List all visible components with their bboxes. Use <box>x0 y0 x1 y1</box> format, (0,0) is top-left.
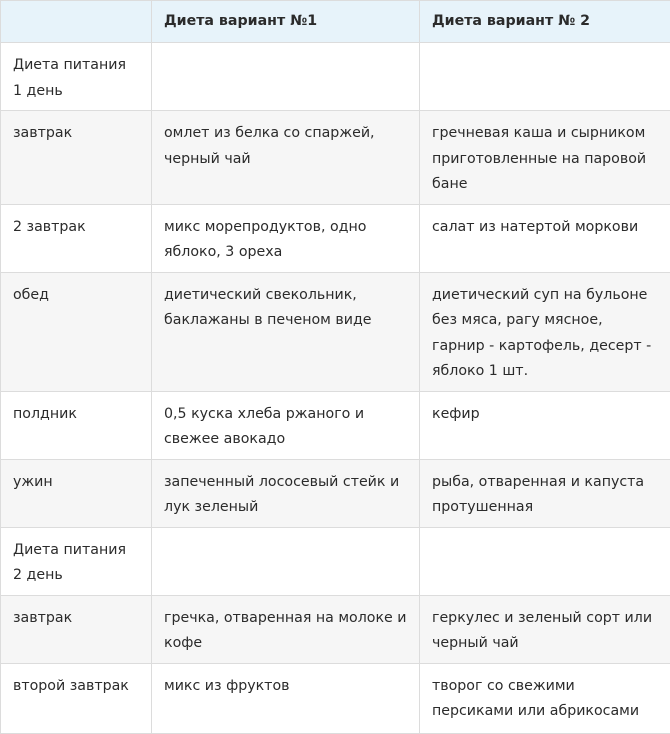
table-body <box>1 43 670 734</box>
table-row <box>1 43 670 111</box>
variant-2-cell: геркулес и зеленый сорт или черный чай <box>420 595 670 663</box>
variant-2-cell: рыба, отваренная и капуста протушенная <box>420 459 670 527</box>
variant-1-cell <box>152 527 420 595</box>
variant-2-cell <box>420 43 670 111</box>
meal-cell: Диета питания 2 день <box>1 527 152 595</box>
table-row <box>1 527 670 595</box>
meal-cell: полдник <box>1 391 152 459</box>
header-cell-meal <box>1 1 152 43</box>
variant-1-cell <box>152 43 420 111</box>
meal-cell: завтрак <box>1 111 152 205</box>
meal-cell: обед <box>1 272 152 391</box>
table-row <box>1 663 670 733</box>
variant-1-cell: гречка, отваренная на молоке и кофе <box>152 595 420 663</box>
variant-2-cell: диетический суп на бульоне без мяса, рагу мясное, гарнир - картофель, десерт - яблоко 1 шт. <box>420 272 670 391</box>
header-cell-variant-2: Диета вариант № 2 <box>420 1 670 43</box>
table-header <box>1 1 670 43</box>
header-cell-variant-1: Диета вариант №1 <box>152 1 420 43</box>
meal-cell: второй завтрак <box>1 663 152 733</box>
table-row <box>1 272 670 391</box>
variant-1-cell: омлет из белка со спаржей, черный чай <box>152 111 420 205</box>
variant-2-cell: гречневая каша и сырником приготовленные на паровой бане <box>420 111 670 205</box>
header-row <box>1 1 670 43</box>
meal-cell: завтрак <box>1 595 152 663</box>
variant-1-cell: микс морепродуктов, одно яблоко, 3 ореха <box>152 204 420 272</box>
table-row <box>1 391 670 459</box>
table-row <box>1 459 670 527</box>
table-row <box>1 595 670 663</box>
meal-cell: Диета питания 1 день <box>1 43 152 111</box>
variant-2-cell: кефир <box>420 391 670 459</box>
variant-1-cell: диетический свекольник, баклажаны в печеном виде <box>152 272 420 391</box>
meal-cell: 2 завтрак <box>1 204 152 272</box>
table-row <box>1 111 670 205</box>
table-row <box>1 204 670 272</box>
variant-1-cell: запеченный лососевый стейк и лук зеленый <box>152 459 420 527</box>
variant-2-cell: салат из натертой моркови <box>420 204 670 272</box>
variant-1-cell: 0,5 куска хлеба ржаного и свежее авокадо <box>152 391 420 459</box>
variant-2-cell <box>420 527 670 595</box>
variant-2-cell: творог со свежими персиками или абрикосами <box>420 663 670 733</box>
variant-1-cell: микс из фруктов <box>152 663 420 733</box>
meal-cell: ужин <box>1 459 152 527</box>
